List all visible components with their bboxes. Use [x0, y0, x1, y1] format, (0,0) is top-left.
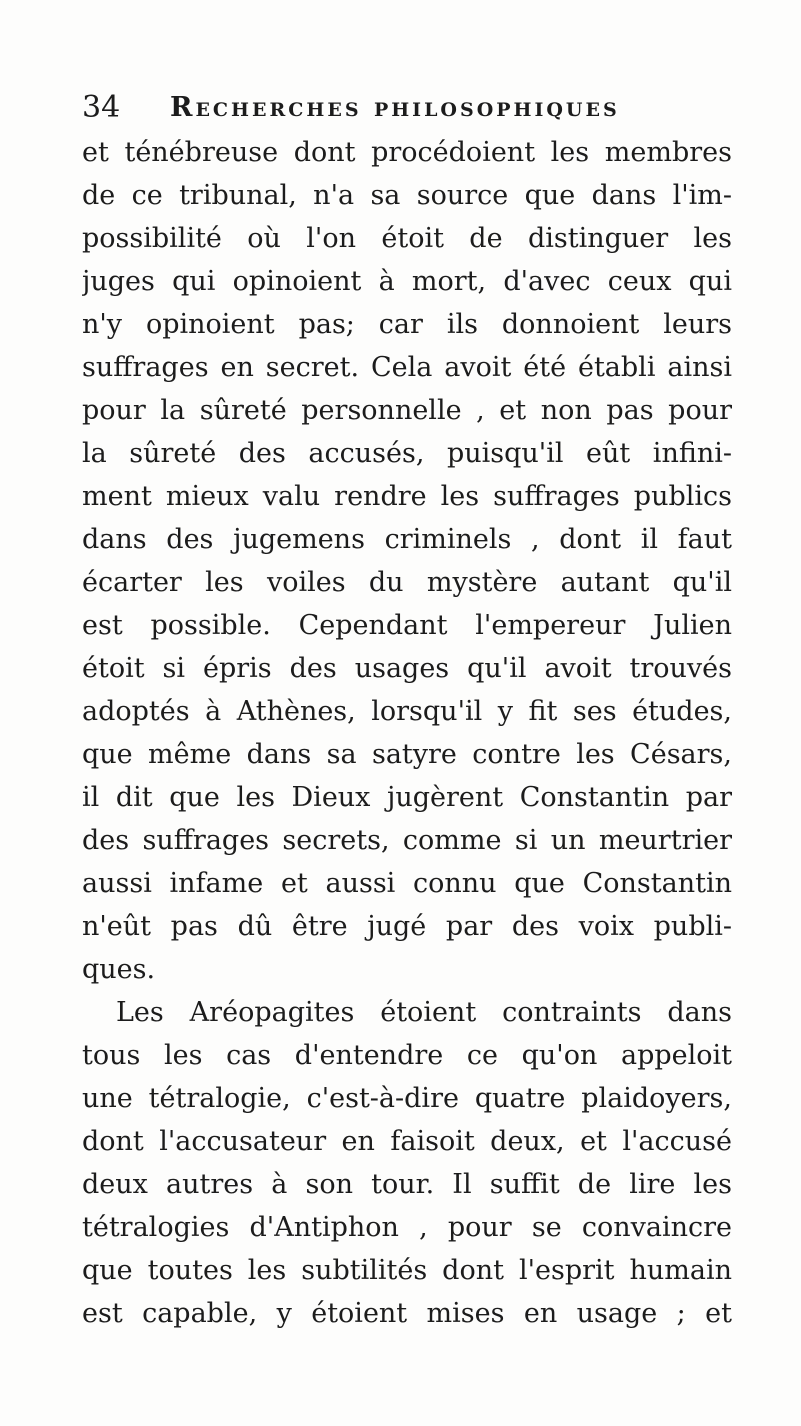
text-line: est capable, y étoient mises en usage ; et	[82, 1298, 732, 1329]
text-line: de ce tribunal, n'a sa source que dans l'im-	[82, 180, 732, 211]
text-line: adoptés à Athènes, lorsqu'il y fit ses études,	[82, 696, 732, 727]
text-line: deux autres à son tour. Il suffit de lire les	[82, 1169, 732, 1200]
text-line: étoit si épris des usages qu'il avoit trouvés	[82, 653, 732, 684]
text-line: Les Aréopagites étoient contraints dans	[116, 997, 732, 1028]
body-text	[82, 131, 732, 1335]
text-line: tous les cas d'entendre ce qu'on appeloit	[82, 1040, 732, 1071]
text-line: une tétralogie, c'est-à-dire quatre plaidoyers,	[82, 1083, 732, 1114]
text-line: des suffrages secrets, comme si un meurtrier	[82, 825, 732, 856]
text-line: pour la sûreté personnelle , et non pas pour	[82, 395, 732, 426]
text-line: aussi infame et aussi connu que Constantin	[82, 868, 732, 899]
text-line: et ténébreuse dont procédoient les membres	[82, 137, 732, 168]
paragraph-1	[82, 131, 732, 991]
text-line: ques.	[82, 954, 156, 985]
text-line: suffrages en secret. Cela avoit été établi ainsi	[82, 352, 732, 383]
page-header	[82, 88, 732, 128]
text-line: ment mieux valu rendre les suffrages publics	[82, 481, 732, 512]
text-line: écarter les voiles du mystère autant qu'il	[82, 567, 732, 598]
text-line: possibilité où l'on étoit de distinguer les	[82, 223, 732, 254]
paragraph-2	[82, 991, 732, 1335]
text-line: dans des jugemens criminels , dont il faut	[82, 524, 732, 555]
text-line: dont l'accusateur en faisoit deux, et l'accusé	[82, 1126, 732, 1157]
text-line: il dit que les Dieux jugèrent Constantin par	[82, 782, 732, 813]
page-number: 34	[82, 90, 121, 125]
text-line: est possible. Cependant l'empereur Julien	[82, 610, 732, 641]
text-line: que même dans sa satyre contre les Césars,	[82, 739, 732, 770]
text-line: la sûreté des accusés, puisqu'il eût infini-	[82, 438, 732, 469]
text-line: n'y opinoient pas; car ils donnoient leurs	[82, 309, 732, 340]
text-line: n'eût pas dû être jugé par des voix publi-	[82, 911, 732, 942]
text-line: tétralogies d'Antiphon , pour se convaincre	[82, 1212, 732, 1243]
running-head: Recherches philosophiques	[170, 92, 620, 123]
text-line: juges qui opinoient à mort, d'avec ceux qui	[82, 266, 732, 297]
text-line: que toutes les subtilités dont l'esprit humain	[82, 1255, 732, 1286]
